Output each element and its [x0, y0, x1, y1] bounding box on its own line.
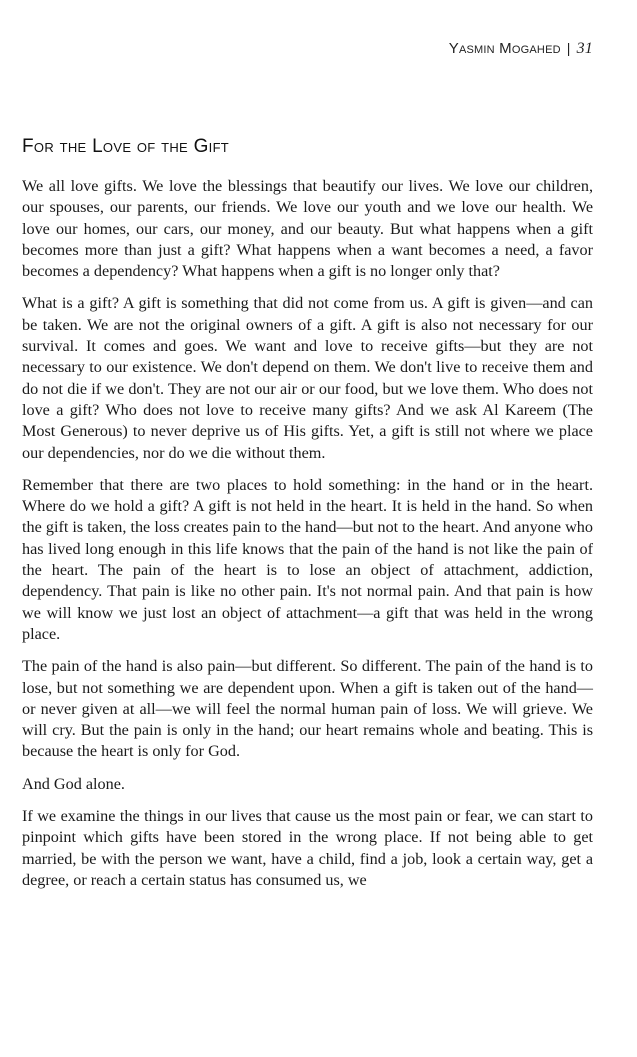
paragraph-4: The pain of the hand is also pain—but different. So different. The pain of the hand is to lose, but not something we are dependent upon. When a gift is taken out of the hand—or never given at all—we will feel the normal human pain of loss. We will grieve. We will cry. But the pain is only in the hand; our heart remains whole and beating. This is because the heart is only for God. — [22, 657, 593, 761]
chapter-title: For the Love of the Gift — [22, 136, 230, 157]
paragraph-3: Remember that there are two places to hold something: in the hand or in the heart. Where do we hold a gift? A gift is not held in the heart. It is held in the hand. So when the gift is taken, the loss creates pain to the hand—but not to the heart. And anyone who has lived long enough in this life knows that the pain of the hand is not like the pain of the heart. The pain of the heart is to lose an object of attachment, addiction, dependency. That pain is like no other pain. It's not normal pain. And that pain is how we will know we just lost an object of attachment—a gift that was held in the wrong place. — [22, 475, 593, 643]
paragraph-1: We all love gifts. We love the blessings that beautify our lives. We love our children, our spouses, our parents, our friends. We love our youth and we love our health. We love our homes, our cars, our money, and our beauty. But what happens when a gift becomes more than just a gift? What happens when a want becomes a need, a favor becomes a dependency? What happens when a gift is no longer only that? — [22, 177, 593, 281]
body-text — [22, 176, 593, 902]
header-separator: | — [566, 40, 571, 56]
paragraph-6: If we examine the things in our lives that cause us the most pain or fear, we can start to pinpoint which gifts have been stored in the wrong place. If not being able to get married, be with the person we want, have a child, find a job, look a certain way, get a degree, or reach a certain status has consumed us, we — [22, 807, 593, 889]
paragraph-5: And God alone. — [22, 774, 125, 793]
running-header — [449, 40, 593, 58]
page-number: 31 — [576, 40, 593, 57]
paragraph-2: What is a gift? A gift is something that did not come from us. A gift is given—and can be taken. We are not the original owners of a gift. A gift is also not necessary for our survival. It comes and goes. We want and love to receive gifts—but they are not necessary to our existence. We don't depend on them. We don't live to receive them and do not die if we don't. They are not our air or our food, but we love them. Who does not love a gift? Who does not love to receive many gifts? And we ask Al Kareem (The Most Generous) to never deprive us of His gifts. Yet, a gift is still not where we place our dependencies, nor do we die without them. — [22, 294, 593, 462]
author-name: Yasmin Mogahed — [448, 40, 561, 57]
